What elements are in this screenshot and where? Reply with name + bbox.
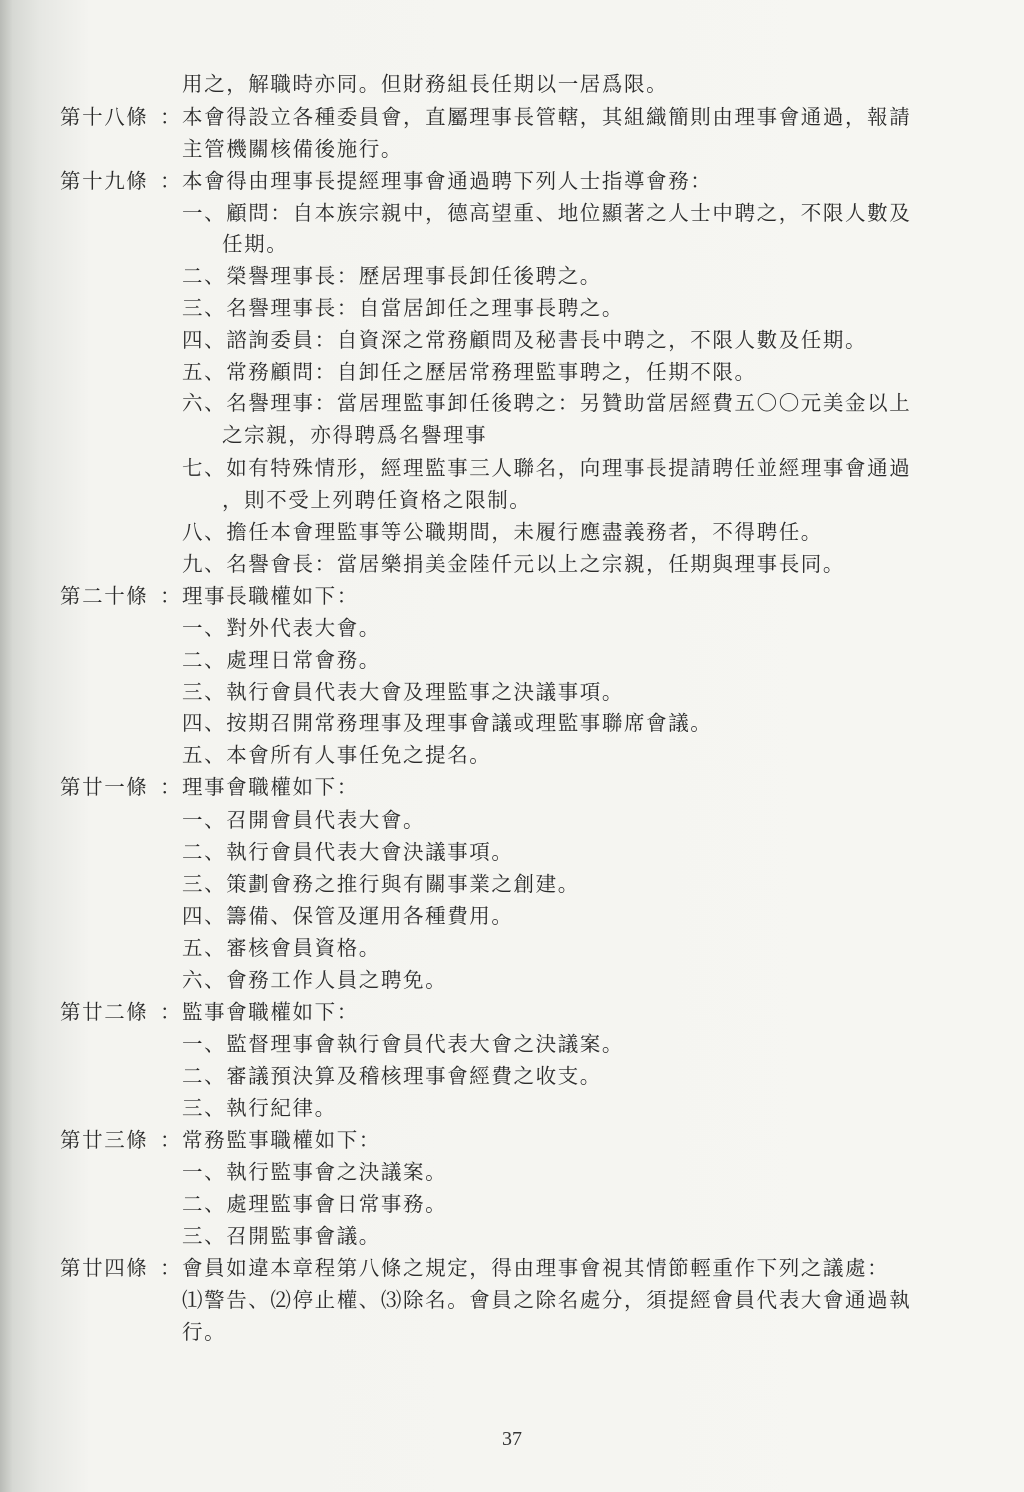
article-colon: ： [160, 1256, 183, 1280]
article-colon: ： [160, 105, 183, 129]
list-item-line: 四、按期召開常務理事及理事會議或理監事聯席會議。 [182, 711, 713, 735]
article-label: 第十九條 [60, 169, 149, 193]
article-colon: ： [160, 1000, 183, 1024]
article-text-line: 理事會職權如下： [182, 775, 359, 799]
article-label: 第十八條 [60, 105, 149, 129]
article-label: 第廿二條 [60, 1000, 149, 1024]
article-text-line: 監事會職權如下： [182, 1000, 359, 1024]
article-text-line: 主管機關核備後施行。 [182, 137, 403, 161]
article-colon: ： [160, 775, 183, 799]
list-item-line: 三、執行會員代表大會及理監事之決議事項。 [182, 680, 624, 704]
list-item-line: 五、常務顧問：自卸任之歷居常務理監事聘之，任期不限。 [182, 360, 757, 384]
article-text-line: 常務監事職權如下： [182, 1128, 381, 1152]
list-item-line: 三、名譽理事長：自當居卸任之理事長聘之。 [182, 296, 624, 320]
article-colon: ： [160, 1128, 183, 1152]
list-item-line: 三、執行紀律。 [182, 1096, 337, 1120]
article-text-line: ⑴警告、⑵停止權、⑶除名。會員之除名處分，須提經會員代表大會通過執 [182, 1288, 912, 1312]
article-colon: ： [160, 584, 183, 608]
list-item-line: 一、召開會員代表大會。 [182, 808, 426, 832]
list-item-line: 六、名譽理事：當居理監事卸任後聘之：另贊助當居經費五〇〇元美金以上 [182, 391, 912, 415]
list-item-line: 五、審核會員資格。 [182, 936, 381, 960]
article-colon: ： [160, 169, 183, 193]
article-label: 第二十條 [60, 584, 149, 608]
article-text-line: 會員如違本章程第八條之規定，得由理事會視其情節輕重作下列之議處： [182, 1256, 890, 1280]
list-item-line: 三、策劃會務之推行與有關事業之創建。 [182, 872, 580, 896]
list-item-line: 九、名譽會長：當居樂捐美金陸仟元以上之宗親，任期與理事長同。 [182, 552, 845, 576]
article-text-line: 用之，解職時亦同。但財務組長任期以一居爲限。 [182, 72, 669, 96]
list-item-line: 二、執行會員代表大會決議事項。 [182, 840, 514, 864]
list-item-line: 五、本會所有人事任免之提名。 [182, 743, 492, 767]
list-item-line: 一、監督理事會執行會員代表大會之決議案。 [182, 1032, 624, 1056]
list-item-line: ，則不受上列聘任資格之限制。 [222, 488, 532, 512]
article-text-line: 本會得設立各種委員會，直屬理事長管轄，其組織簡則由理事會通過，報請 [182, 105, 912, 129]
list-item-line: 二、榮譽理事長：歷居理事長卸任後聘之。 [182, 264, 602, 288]
list-item-line: 一、顧問：自本族宗親中，德高望重、地位顯著之人士中聘之，不限人數及 [182, 201, 912, 225]
binding-edge [0, 0, 12, 1492]
list-item-line: 四、籌備、保管及運用各種費用。 [182, 904, 514, 928]
list-item-line: 二、處理監事會日常事務。 [182, 1192, 448, 1216]
list-item-line: 二、處理日常會務。 [182, 648, 381, 672]
article-text-line: 行。 [182, 1320, 227, 1344]
page-number: 37 [502, 1428, 522, 1450]
article-label: 第廿一條 [60, 775, 149, 799]
article-text-line: 理事長職權如下： [182, 584, 359, 608]
list-item-line: 任期。 [222, 232, 289, 256]
list-item-line: 之宗親，亦得聘爲名譽理事 [222, 423, 488, 447]
article-label: 第廿三條 [60, 1128, 149, 1152]
article-label: 第廿四條 [60, 1256, 149, 1280]
list-item-line: 六、會務工作人員之聘免。 [182, 968, 448, 992]
list-item-line: 七、如有特殊情形，經理監事三人聯名，向理事長提請聘任並經理事會通過 [182, 456, 912, 480]
list-item-line: 二、審議預決算及稽核理事會經費之收支。 [182, 1064, 602, 1088]
list-item-line: 三、召開監事會議。 [182, 1224, 381, 1248]
list-item-line: 一、執行監事會之決議案。 [182, 1160, 448, 1184]
article-text-line: 本會得由理事長提經理事會通過聘下列人士指導會務： [182, 169, 713, 193]
list-item-line: 八、擔任本會理監事等公職期間，未履行應盡義務者，不得聘任。 [182, 520, 823, 544]
list-item-line: 四、諮詢委員：自資深之常務顧問及秘書長中聘之，不限人數及任期。 [182, 328, 868, 352]
list-item-line: 一、對外代表大會。 [182, 616, 381, 640]
